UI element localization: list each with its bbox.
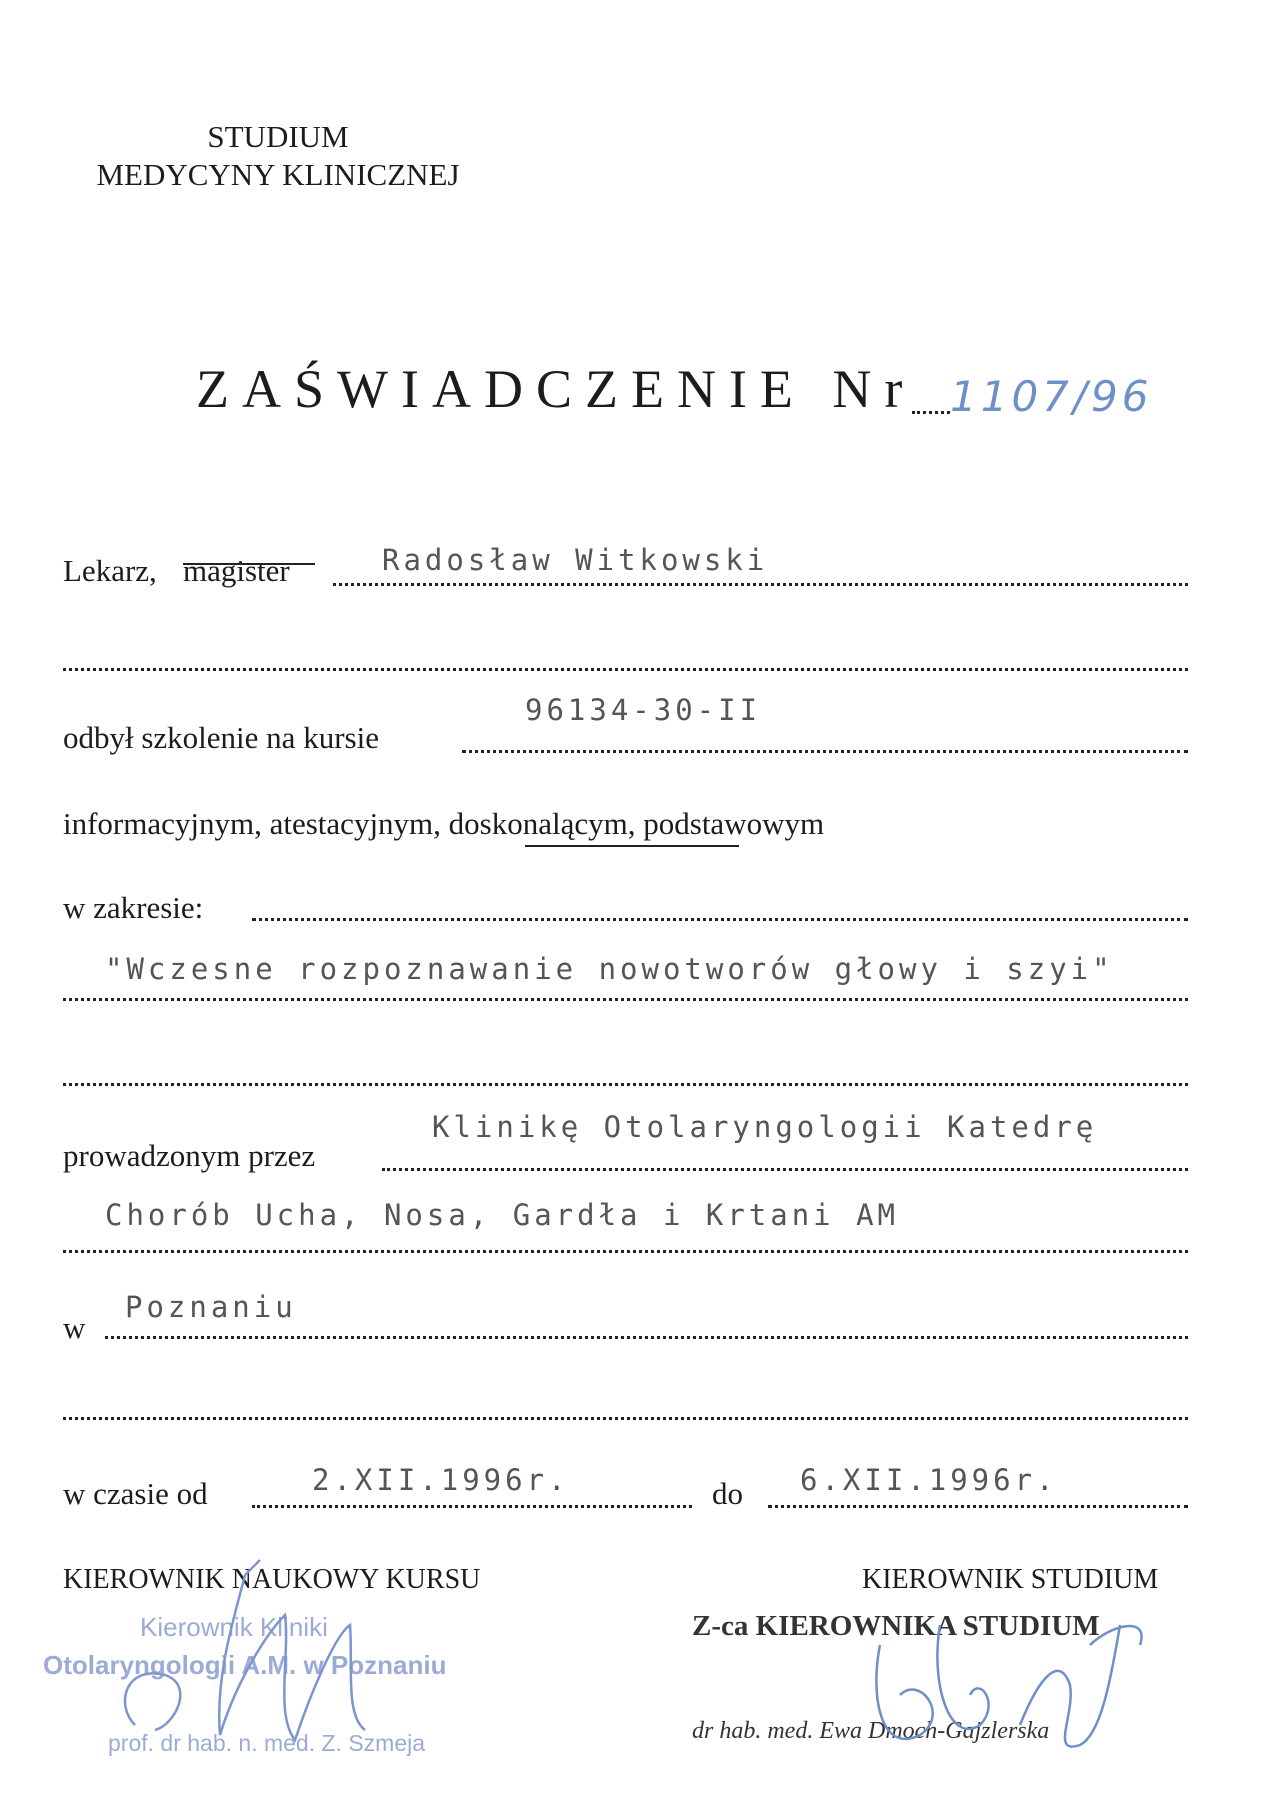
period-from: 2.XII.1996r. [312, 1463, 570, 1497]
certificate-number: 1107/96 [950, 372, 1153, 421]
left-stamp-line-2: Otolaryngologii A.M. w Poznaniu [43, 1650, 447, 1680]
left-signature-scribble [95, 1555, 425, 1765]
course-type-c: , podstawowym [627, 806, 825, 841]
right-signature-scribble [860, 1585, 1160, 1785]
period-to-dots [768, 1505, 1188, 1508]
header-line-1: STUDIUM [207, 119, 349, 154]
by-dots-2 [63, 1250, 1188, 1253]
institution-header [58, 118, 498, 194]
doctor-value: Radosław Witkowski [382, 543, 769, 577]
place-dots-2 [63, 1417, 1188, 1420]
course-label: odbył szkolenie na kursie [63, 720, 379, 755]
by-label: prowadzonym przez [63, 1138, 316, 1173]
course-type-b: doskonalącym [448, 806, 628, 841]
period-to-label: do [712, 1476, 743, 1511]
left-stamp-line-3: prof. dr hab. n. med. Z. Szmeja [108, 1730, 426, 1756]
right-stamp: Z-ca KIEROWNIKA STUDIUM [692, 1610, 1100, 1642]
strike-through-line [183, 563, 315, 565]
scope-dots-2 [63, 998, 1188, 1001]
period-from-dots [252, 1505, 692, 1508]
scope-dots [252, 918, 1188, 921]
course-type-a: informacyjnym, atestacyjnym, [63, 806, 441, 841]
scope-value: "Wczesne rozpoznawanie nowotworów głowy i szyi" [105, 952, 1114, 986]
course-value: 96134-30-II [525, 693, 762, 727]
doctor-dots [333, 583, 1188, 586]
scope-dots-3 [63, 1083, 1188, 1086]
left-stamp-line-1: Kierownik Kliniki [140, 1612, 328, 1642]
right-signer-name: dr hab. med. Ewa Dmoch-Gajzlerska [692, 1718, 1050, 1744]
left-signature-title: KIEROWNIK NAUKOWY KURSU [63, 1564, 481, 1595]
by-value-2: Chorób Ucha, Nosa, Gardła i Krtani AM [105, 1198, 900, 1232]
document-title [196, 358, 915, 420]
period-to: 6.XII.1996r. [800, 1463, 1058, 1497]
period-label: w czasie od [63, 1476, 208, 1511]
doctor-label: Lekarz, [63, 553, 157, 588]
title-text: ZAŚWIADCZENIE Nr [196, 359, 916, 419]
by-dots [382, 1168, 1188, 1171]
place-label: w [63, 1310, 86, 1345]
scope-label: w zakresie: [63, 890, 204, 925]
doctor-dots-2 [63, 668, 1188, 671]
right-signature-title: KIEROWNIK STUDIUM [862, 1564, 1159, 1595]
by-value-1: Klinikę Otolaryngologii Katedrę [432, 1110, 1098, 1144]
title-number-dots [912, 411, 950, 414]
place-dots [105, 1336, 1188, 1339]
course-dots [462, 750, 1188, 753]
doctor-struck-word: magister [183, 553, 290, 588]
header-line-2: MEDYCYNY KLINICZNEJ [96, 157, 460, 192]
course-type-underline [525, 845, 739, 847]
course-type-line [63, 806, 824, 842]
place-value: Poznaniu [125, 1290, 297, 1324]
